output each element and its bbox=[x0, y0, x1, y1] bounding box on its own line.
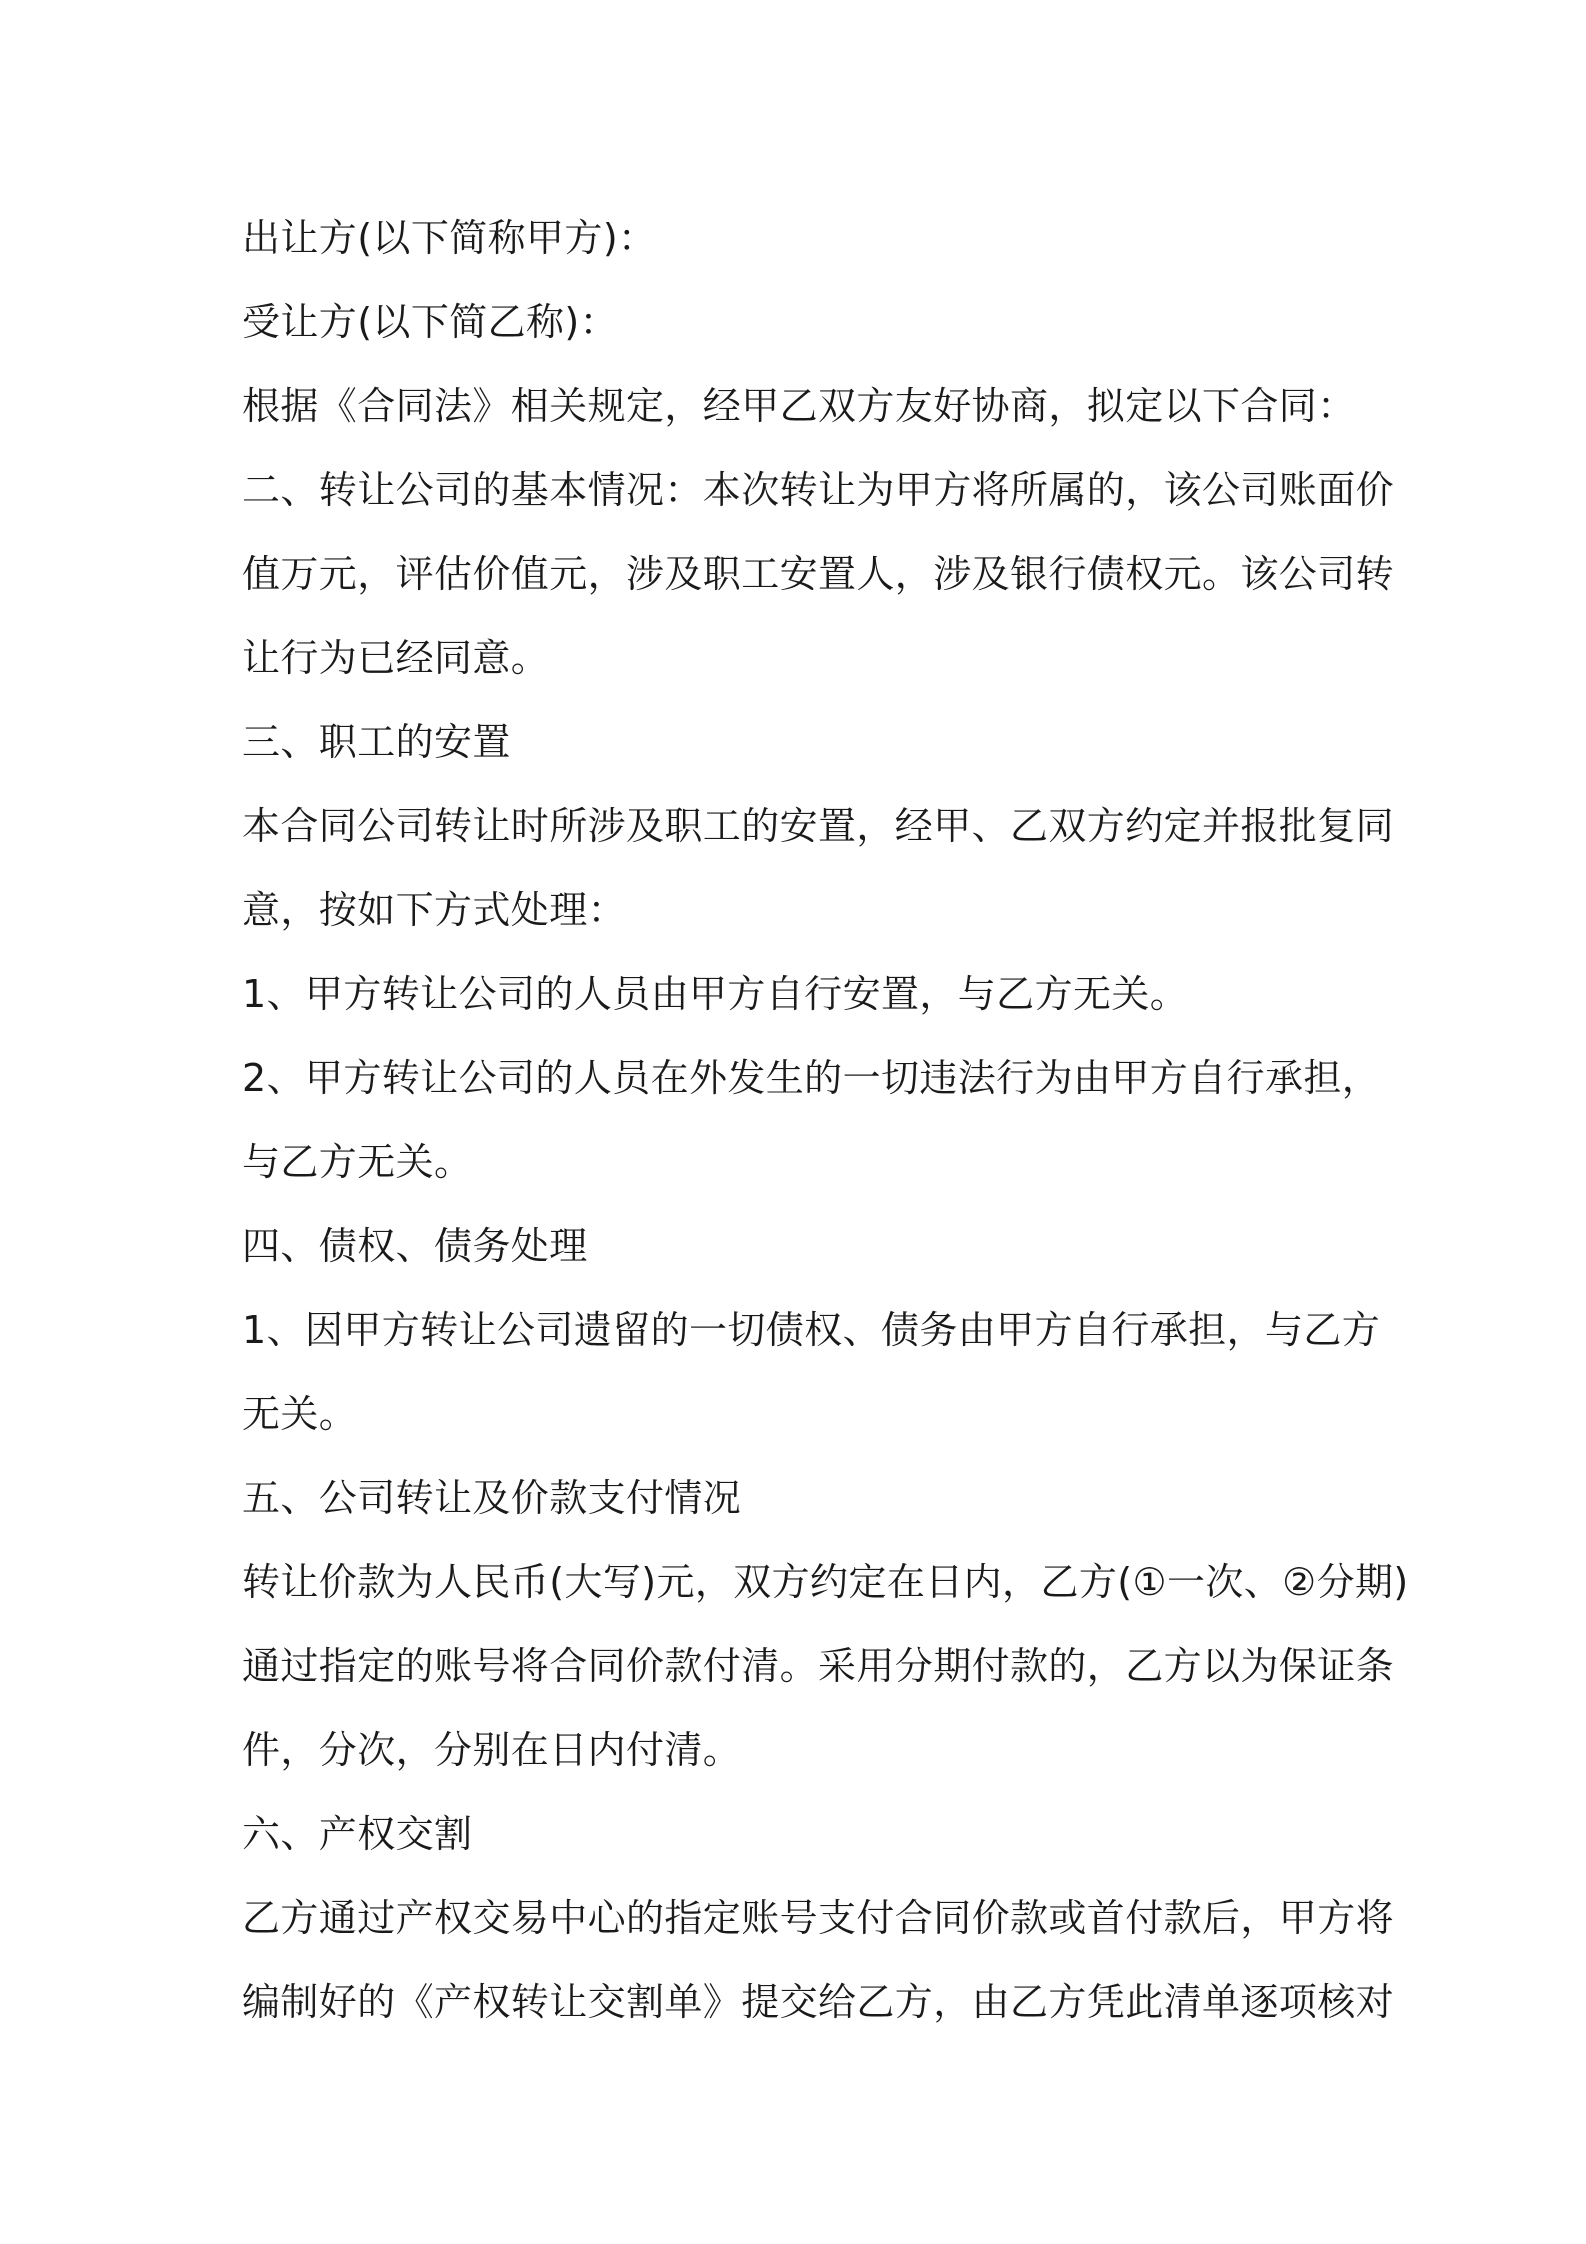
section-6-line-2: 编制好的《产权转让交割单》提交给乙方，由乙方凭此清单逐项核对 bbox=[242, 1980, 1395, 2024]
section-5-line-3: 件，分次，分别在日内付清。 bbox=[242, 1728, 742, 1772]
section-3-heading: 三、职工的安置 bbox=[242, 720, 511, 764]
section-6-heading: 六、产权交割 bbox=[242, 1812, 473, 1856]
section-3-line-2: 意，按如下方式处理： bbox=[242, 888, 627, 932]
preamble-line: 根据《合同法》相关规定，经甲乙双方友好协商，拟定以下合同： bbox=[242, 384, 1356, 428]
seller-line: 出让方(以下简称甲方)： bbox=[242, 216, 657, 260]
section-5-line-1: 转让价款为人民币(大写)元，双方约定在日内，乙方(①一次、②分期) bbox=[242, 1560, 1409, 1604]
section-2-line-2: 值万元，评估价值元，涉及职工安置人，涉及银行债权元。该公司转 bbox=[242, 552, 1395, 596]
section-5-line-2: 通过指定的账号将合同价款付清。采用分期付款的，乙方以为保证条 bbox=[242, 1644, 1395, 1688]
section-4-item-1-line-1: 1、因甲方转让公司遗留的一切债权、债务由甲方自行承担，与乙方 bbox=[242, 1308, 1381, 1352]
section-3-item-1: 1、甲方转让公司的人员由甲方自行安置，与乙方无关。 bbox=[242, 972, 1189, 1016]
section-6-line-1: 乙方通过产权交易中心的指定账号支付合同价款或首付款后，甲方将 bbox=[242, 1896, 1395, 1940]
section-3-line-1: 本合同公司转让时所涉及职工的安置，经甲、乙双方约定并报批复同 bbox=[242, 804, 1395, 848]
section-5-heading: 五、公司转让及价款支付情况 bbox=[242, 1476, 742, 1520]
section-2-line-3: 让行为已经同意。 bbox=[242, 636, 550, 680]
section-3-item-2-line-1: 2、甲方转让公司的人员在外发生的一切违法行为由甲方自行承担， bbox=[242, 1056, 1381, 1100]
section-3-item-2-line-2: 与乙方无关。 bbox=[242, 1140, 473, 1184]
section-2-line-1: 二、转让公司的基本情况：本次转让为甲方将所属的，该公司账面价 bbox=[242, 468, 1395, 512]
buyer-line: 受让方(以下简乙称)： bbox=[242, 300, 619, 344]
section-4-heading: 四、债权、债务处理 bbox=[242, 1224, 588, 1268]
section-4-item-1-line-2: 无关。 bbox=[242, 1392, 358, 1436]
document-body bbox=[242, 196, 1409, 2044]
